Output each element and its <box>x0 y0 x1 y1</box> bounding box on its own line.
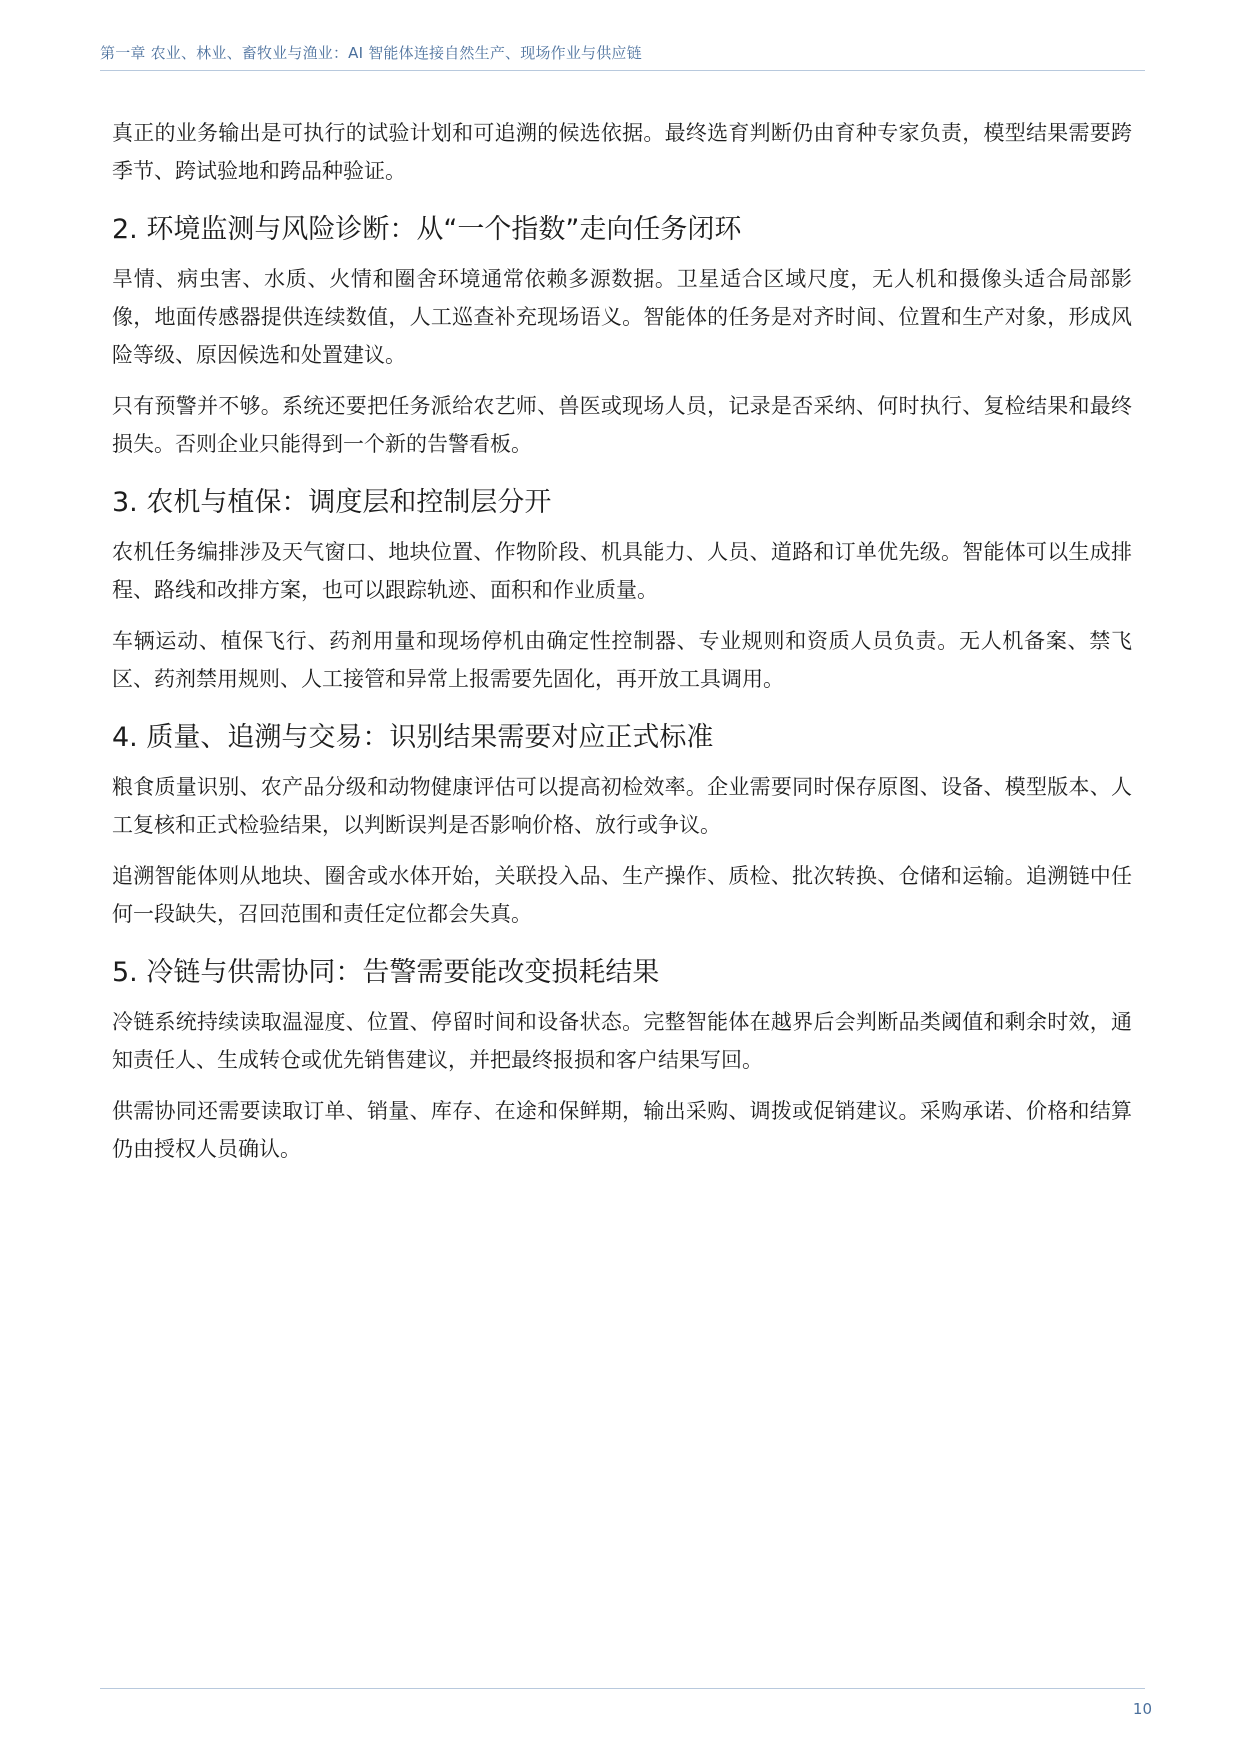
section-5-paragraph-1: 冷链系统持续读取温湿度、位置、停留时间和设备状态。完整智能体在越界后会判断品类阈值和剩余时效，通知责任人、生成转仓或优先销售建议，并把最终报损和客户结果写回。 <box>112 1010 1132 1072</box>
page-number: 10 <box>1132 1700 1152 1718</box>
section-heading-4: 4. 质量、追溯与交易：识别结果需要对应正式标准 <box>112 722 714 753</box>
section-4-paragraph-2: 追溯智能体则从地块、圈舍或水体开始，关联投入品、生产操作、质检、批次转换、仓储和运输。追溯链中任何一段缺失，召回范围和责任定位都会失真。 <box>112 864 1132 926</box>
intro-paragraph: 真正的业务输出是可执行的试验计划和可追溯的候选依据。最终选育判断仍由育种专家负责，模型结果需要跨季节、跨试验地和跨品种验证。 <box>112 121 1132 183</box>
section-heading-2: 2. 环境监测与风险诊断：从“一个指数”走向任务闭环 <box>112 214 742 245</box>
section-2-paragraph-1: 旱情、病虫害、水质、火情和圈舍环境通常依赖多源数据。卫星适合区域尺度，无人机和摄像头适合局部影像，地面传感器提供连续数值，人工巡查补充现场语义。智能体的任务是对齐时间、位置和生产对象，形成风险等级、原因候选和处置建议。 <box>112 267 1132 367</box>
section-4-paragraph-1: 粮食质量识别、农产品分级和动物健康评估可以提高初检效率。企业需要同时保存原图、设备、模型版本、人工复核和正式检验结果，以判断误判是否影响价格、放行或争议。 <box>112 775 1132 837</box>
section-2-paragraph-2: 只有预警并不够。系统还要把任务派给农艺师、兽医或现场人员，记录是否采纳、何时执行、复检结果和最终损失。否则企业只能得到一个新的告警看板。 <box>112 394 1132 456</box>
footer-divider <box>100 1688 1145 1689</box>
header-divider <box>100 70 1145 71</box>
section-5-paragraph-2: 供需协同还需要读取订单、销量、库存、在途和保鲜期，输出采购、调拨或促销建议。采购承诺、价格和结算仍由授权人员确认。 <box>112 1099 1132 1161</box>
section-heading-3: 3. 农机与植保：调度层和控制层分开 <box>112 487 552 518</box>
section-3-paragraph-1: 农机任务编排涉及天气窗口、地块位置、作物阶段、机具能力、人员、道路和订单优先级。智能体可以生成排程、路线和改排方案，也可以跟踪轨迹、面积和作业质量。 <box>112 540 1132 602</box>
section-heading-5: 5. 冷链与供需协同：告警需要能改变损耗结果 <box>112 957 660 988</box>
page-body <box>112 114 1132 1168</box>
running-header: 第一章 农业、林业、畜牧业与渔业：AI 智能体连接自然生产、现场作业与供应链 <box>100 44 642 62</box>
section-3-paragraph-2: 车辆运动、植保飞行、药剂用量和现场停机由确定性控制器、专业规则和资质人员负责。无人机备案、禁飞区、药剂禁用规则、人工接管和异常上报需要先固化，再开放工具调用。 <box>112 629 1132 691</box>
